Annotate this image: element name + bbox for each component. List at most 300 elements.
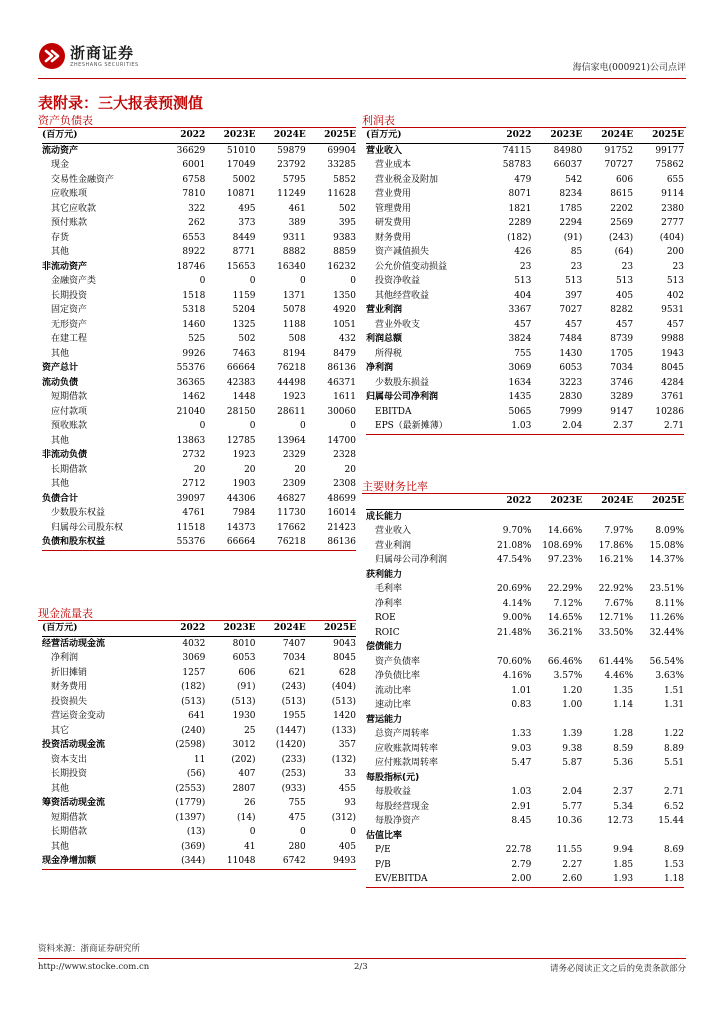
cell-value: 11 (193, 754, 206, 765)
cell-value: 3367 (508, 305, 532, 315)
cell-value: 66664 (226, 363, 256, 373)
cell-value: 7.12% (553, 598, 583, 609)
cell-value: 9988 (661, 334, 684, 344)
cell-value: 5078 (282, 305, 306, 315)
cell-value: 7999 (559, 406, 583, 417)
row-label: 非流动资产 (42, 261, 88, 272)
cell-value: 21.48% (497, 627, 532, 638)
cell-value: 457 (666, 319, 684, 330)
cell-value: 1462 (182, 392, 206, 402)
logo-mark-icon (38, 42, 66, 70)
cell-value: 16232 (327, 261, 356, 272)
cell-value: 42383 (226, 377, 256, 388)
row-label: 现金净增加额 (42, 854, 155, 869)
unit-header: (百万元) (42, 128, 155, 143)
table-row (366, 829, 684, 844)
row-label: 长期借款 (51, 827, 88, 837)
table-row (42, 506, 356, 521)
cell-value: 9.70% (502, 526, 532, 536)
year-header: 2022 (155, 128, 205, 143)
cell-value: 0 (199, 276, 206, 286)
cell-value: (513) (231, 696, 256, 707)
cell-value: 1460 (182, 319, 206, 330)
row-label: 预付账款 (51, 218, 88, 228)
cell-value: 4.14% (502, 598, 532, 609)
cell-value: 5.34 (613, 801, 634, 812)
cell-value: 56.54% (649, 656, 684, 667)
row-label: 归属母公司净利润 (366, 392, 439, 402)
row-label: 净利润 (366, 363, 394, 373)
page-number: 2/3 (354, 962, 368, 972)
cell-value (582, 829, 633, 844)
row-label: 筹资活动现金流 (42, 798, 106, 808)
cell-value (633, 640, 684, 655)
cell-value: 3289 (610, 392, 634, 402)
table-row (366, 713, 684, 728)
cell-value: (243) (281, 682, 306, 692)
cell-value: 397 (565, 290, 583, 301)
cell-value: 8.59 (613, 743, 634, 754)
cell-value: 1.39 (562, 729, 583, 739)
cell-value: 513 (514, 276, 532, 286)
income-statement-table (366, 128, 684, 435)
table-row (42, 361, 356, 376)
cell-value: 97.23% (547, 555, 583, 565)
year-header: 2024E (582, 128, 633, 143)
cell-value: 11249 (277, 189, 306, 199)
cell-value: 23 (621, 261, 634, 272)
cell-value: 23792 (277, 160, 306, 170)
cell-value: 1.03 (511, 787, 532, 797)
cell-value: 4032 (182, 638, 206, 649)
table-row (366, 553, 684, 568)
table-row (42, 448, 356, 463)
row-label: 净负债比率 (375, 671, 421, 681)
table-header-row (42, 621, 356, 636)
cell-value: 755 (288, 798, 306, 808)
balance-sheet-table (42, 128, 356, 551)
row-label: 研发费用 (375, 218, 412, 228)
row-label: 每股经营现金 (375, 801, 430, 812)
row-label: ROIC (375, 627, 400, 638)
cell-value: 36.21% (547, 627, 583, 638)
cell-value: 7027 (559, 305, 583, 315)
cell-value: 1923 (282, 392, 306, 402)
table-row (42, 347, 356, 362)
cell-value: 86136 (306, 535, 356, 550)
table-row (42, 724, 356, 739)
cell-value: 11048 (205, 854, 255, 869)
table-row (42, 202, 356, 217)
cell-value: 2289 (508, 218, 532, 228)
cell-value: 74115 (502, 145, 532, 156)
table-row (42, 216, 356, 231)
cell-value: 357 (338, 740, 356, 750)
cell-value: 9147 (610, 406, 634, 417)
cell-value: 0 (350, 421, 356, 431)
cell-value: 14.37% (649, 555, 684, 565)
cell-value: 32.44% (649, 627, 684, 638)
cell-value: 606 (238, 667, 256, 678)
cell-value: 432 (338, 334, 356, 344)
cell-value: 200 (666, 247, 684, 257)
cell-value: 4.16% (502, 671, 532, 681)
row-label: 其他 (51, 841, 70, 852)
row-label: ROE (375, 613, 396, 623)
cell-value: 1.03 (481, 419, 532, 434)
cell-value: 108.69% (542, 540, 583, 551)
cell-value: 513 (615, 276, 634, 286)
table-row (366, 669, 684, 684)
cell-value: (1779) (175, 798, 206, 808)
cell-value: 9114 (661, 189, 684, 199)
table-row (42, 274, 356, 289)
cell-value: 11.55 (556, 845, 583, 855)
logo-en-text: ZHESHANG SECURITIES (70, 61, 139, 68)
cell-value: 5204 (232, 305, 256, 315)
cell-value: 8.89 (663, 743, 684, 754)
row-label: 每股指标(元) (366, 772, 420, 783)
income-statement-title: 利润表 (362, 114, 395, 127)
row-label: 其他 (51, 435, 70, 446)
cell-value: 4.46% (604, 671, 634, 681)
row-label: 营业费用 (375, 189, 412, 199)
table-row (42, 535, 356, 550)
cell-value: 502 (238, 334, 256, 344)
cell-value: 6553 (182, 232, 206, 243)
table-row (366, 742, 684, 757)
table-row (366, 771, 684, 786)
cell-value: 8234 (559, 189, 583, 199)
cell-value: 2.00 (481, 872, 532, 887)
cell-value: 1350 (333, 290, 356, 301)
cell-value: (1420) (275, 740, 306, 750)
table-row (42, 796, 356, 811)
table-row (42, 738, 356, 753)
year-header: 2024E (582, 494, 633, 509)
cell-value: 28611 (277, 406, 306, 417)
table-row (366, 785, 684, 800)
cell-value: 2202 (610, 203, 634, 214)
cell-value: 1188 (282, 319, 306, 330)
cell-value (531, 771, 582, 786)
cell-value: 0 (350, 827, 356, 837)
cell-value: 8882 (282, 247, 306, 257)
cell-value: 0 (350, 276, 356, 286)
cell-value: 20.69% (497, 584, 532, 594)
cell-value: 1448 (232, 392, 256, 402)
row-label: EBITDA (375, 406, 412, 417)
cell-value: 2807 (232, 783, 256, 794)
cell-value (633, 509, 684, 524)
table-row (42, 709, 356, 724)
cell-value: 402 (666, 290, 684, 301)
row-label: 净利率 (375, 598, 403, 609)
cell-value: 513 (565, 276, 583, 286)
cell-value (582, 771, 633, 786)
row-label: 短期借款 (51, 392, 88, 402)
cell-value: 69904 (327, 145, 356, 156)
cell-value: 6742 (256, 854, 306, 869)
cell-value: 55376 (155, 535, 205, 550)
row-label: 营业成本 (375, 160, 412, 170)
cell-value: 14.65% (547, 613, 583, 623)
cell-value: 20 (294, 464, 306, 475)
row-label: 负债和股东权益 (42, 535, 155, 550)
cell-value: 58783 (502, 160, 532, 170)
cell-value: 3069 (508, 363, 532, 373)
cell-value: 8449 (232, 232, 256, 243)
cell-value: 407 (238, 769, 256, 779)
cell-value: 621 (288, 667, 306, 678)
cell-value: 3746 (610, 377, 634, 388)
cell-value (481, 829, 532, 844)
ratios-title: 主要财务比率 (362, 480, 428, 493)
cell-value (481, 713, 532, 728)
cell-value: 2.37 (582, 419, 633, 434)
row-label: 营业外收支 (375, 319, 421, 330)
cell-value: 2294 (559, 218, 583, 228)
cell-value: 1.00 (562, 700, 583, 710)
cell-value: 5852 (333, 174, 356, 185)
table-row (366, 158, 684, 173)
cell-value: 17662 (277, 522, 306, 533)
cell-value: 23 (672, 261, 684, 272)
table-row (366, 800, 684, 815)
cell-value: 93 (344, 798, 356, 808)
year-header: 2024E (256, 621, 306, 636)
table-row (42, 811, 356, 826)
cell-value: 10.36 (556, 816, 583, 826)
table-row (42, 695, 356, 710)
table-row (366, 289, 684, 304)
cell-value: 6.52 (663, 801, 684, 812)
cell-value: 1.20 (562, 685, 583, 696)
unit-header (366, 494, 481, 509)
cell-value (582, 568, 633, 583)
cell-value: 66.46% (547, 656, 583, 667)
cell-value: 8615 (610, 189, 634, 199)
year-header: 2025E (633, 128, 684, 143)
unit-header: (百万元) (366, 128, 481, 143)
cell-value: 455 (338, 783, 356, 794)
cell-value: (312) (331, 812, 356, 823)
cell-value: 2.04 (531, 419, 582, 434)
cell-value: (91) (237, 682, 256, 692)
cell-value: 8479 (333, 348, 356, 359)
table-row (42, 173, 356, 188)
row-label: 应收账项 (51, 189, 88, 199)
cell-value: 39097 (176, 493, 206, 504)
cell-value: 33 (344, 769, 356, 779)
cell-value: 86136 (327, 363, 356, 373)
cell-value: (56) (186, 769, 206, 779)
table-row (42, 143, 356, 158)
row-label: 现金 (51, 160, 70, 170)
row-label: 营业收入 (375, 526, 412, 536)
table-row (366, 187, 684, 202)
cell-value: 1435 (508, 392, 532, 402)
cell-value: 8194 (282, 348, 306, 359)
table-header-row (366, 128, 684, 143)
cell-value: 3223 (559, 377, 583, 388)
table-row (366, 611, 684, 626)
cell-value: 0 (199, 421, 206, 431)
table-row (366, 390, 684, 405)
cell-value (481, 568, 532, 583)
table-row (42, 332, 356, 347)
table-row (366, 858, 684, 873)
cell-value: 8739 (610, 334, 634, 344)
row-label: 毛利率 (375, 584, 403, 594)
table-row (42, 767, 356, 782)
row-label: 成长能力 (366, 511, 403, 522)
cell-value: (513) (331, 696, 356, 707)
table-row (42, 651, 356, 666)
cell-value (633, 568, 684, 583)
row-label: 存货 (51, 232, 70, 243)
cell-value: 1943 (661, 348, 684, 359)
cell-value: 8010 (232, 638, 256, 649)
table-row (366, 347, 684, 362)
cell-value: 655 (666, 174, 684, 185)
cell-value: 8922 (182, 247, 206, 257)
cell-value: 23 (519, 261, 532, 272)
cell-value: 21040 (176, 406, 206, 417)
cell-value: 7810 (182, 189, 206, 199)
cell-value: 3761 (661, 392, 684, 402)
cell-value: 1.85 (613, 859, 634, 870)
table-row (366, 524, 684, 539)
cell-value: 6758 (182, 174, 206, 185)
row-label: 短期借款 (51, 812, 88, 823)
cell-value: 6053 (232, 653, 256, 663)
cell-value: 426 (514, 247, 532, 257)
cell-value: 17.86% (598, 540, 634, 551)
year-header: 2022 (155, 621, 205, 636)
row-label: 每股净资产 (375, 816, 421, 826)
year-header: 2022 (481, 494, 532, 509)
cell-value: 14700 (327, 435, 356, 446)
row-label: 经营活动现金流 (42, 638, 106, 649)
row-label: 投资净收益 (375, 276, 421, 286)
row-label: 资本支出 (51, 754, 88, 765)
table-row (366, 405, 684, 420)
row-label: 公允价值变动损益 (375, 261, 448, 272)
table-row (366, 231, 684, 246)
table-row (42, 419, 356, 434)
cell-value: 3824 (508, 334, 532, 344)
table-row (366, 245, 684, 260)
cell-value: 7.97% (604, 526, 634, 536)
cell-value: 23.51% (649, 584, 684, 594)
cell-value: 2329 (282, 450, 306, 460)
cell-value: 8771 (232, 247, 256, 257)
row-label: 少数股东权益 (51, 508, 106, 518)
cell-value: (933) (281, 783, 306, 794)
table-row (366, 332, 684, 347)
table-row (366, 143, 684, 158)
table-row (42, 463, 356, 478)
table-row (42, 753, 356, 768)
cell-value: 44306 (226, 493, 256, 504)
cell-value: 7484 (559, 334, 583, 344)
table-row (366, 173, 684, 188)
row-label: 其它 (51, 725, 70, 736)
row-label: 预收账款 (51, 421, 88, 431)
row-label: 固定资产 (51, 305, 88, 315)
cell-value: 0 (249, 827, 256, 837)
cell-value (531, 509, 582, 524)
cell-value: 1.31 (663, 700, 684, 710)
cell-value: 280 (288, 841, 306, 852)
cell-value (633, 771, 684, 786)
cell-value: 5318 (182, 305, 206, 315)
cell-value: 8071 (508, 189, 532, 199)
cell-value (481, 640, 532, 655)
cell-value: 9926 (182, 348, 206, 359)
cell-value: 508 (288, 334, 306, 344)
cell-value: (132) (331, 754, 356, 765)
cash-flow-title: 现金流量表 (38, 607, 93, 620)
cell-value: 755 (514, 348, 532, 359)
cell-value: 525 (188, 334, 206, 344)
cell-value: 47.54% (497, 555, 532, 565)
row-label: 交易性金融资产 (51, 174, 115, 185)
cell-value (633, 713, 684, 728)
row-label: 无形资产 (51, 319, 88, 330)
row-label: 资产总计 (42, 363, 79, 373)
row-label: 归属母公司净利润 (375, 555, 448, 565)
cell-value: 2380 (661, 203, 684, 214)
cell-value: 22.29% (547, 584, 583, 594)
cell-value: 8.09% (655, 526, 684, 536)
cell-value: 1257 (182, 667, 206, 678)
row-label: 应收账款周转率 (375, 743, 439, 754)
row-label: 资产减值损失 (375, 247, 430, 257)
row-label: 金融资产类 (51, 276, 97, 286)
cell-value: (243) (608, 232, 634, 243)
row-label: 投资活动现金流 (42, 740, 106, 750)
cell-value (481, 509, 532, 524)
cell-value: 1.01 (511, 685, 532, 696)
cell-value: 20 (344, 464, 356, 475)
row-label: 其他 (51, 783, 70, 794)
table-row (366, 684, 684, 699)
cell-value: 3069 (182, 653, 206, 663)
cell-value: 8.69 (663, 845, 684, 855)
page-title: 表附录：三大报表预测值 (38, 94, 204, 112)
row-label: 利润总额 (366, 334, 403, 344)
row-label: 资产负债率 (375, 656, 421, 667)
cell-value: 75862 (655, 160, 684, 170)
table-row (42, 782, 356, 797)
cell-value: (91) (563, 232, 583, 243)
cell-value: 6001 (182, 160, 206, 170)
table-row (42, 260, 356, 275)
year-header: 2025E (306, 621, 356, 636)
row-label: 负债合计 (42, 493, 79, 504)
cell-value: (182) (507, 232, 532, 243)
cell-value: (2553) (175, 783, 206, 794)
cell-value: 8859 (333, 247, 356, 257)
cell-value: 1705 (610, 348, 634, 359)
row-label: 流动负债 (42, 377, 79, 388)
cell-value (582, 640, 633, 655)
cell-value: 457 (514, 319, 532, 330)
row-label: 应付款项 (51, 406, 88, 417)
cell-value: 70727 (604, 160, 634, 170)
